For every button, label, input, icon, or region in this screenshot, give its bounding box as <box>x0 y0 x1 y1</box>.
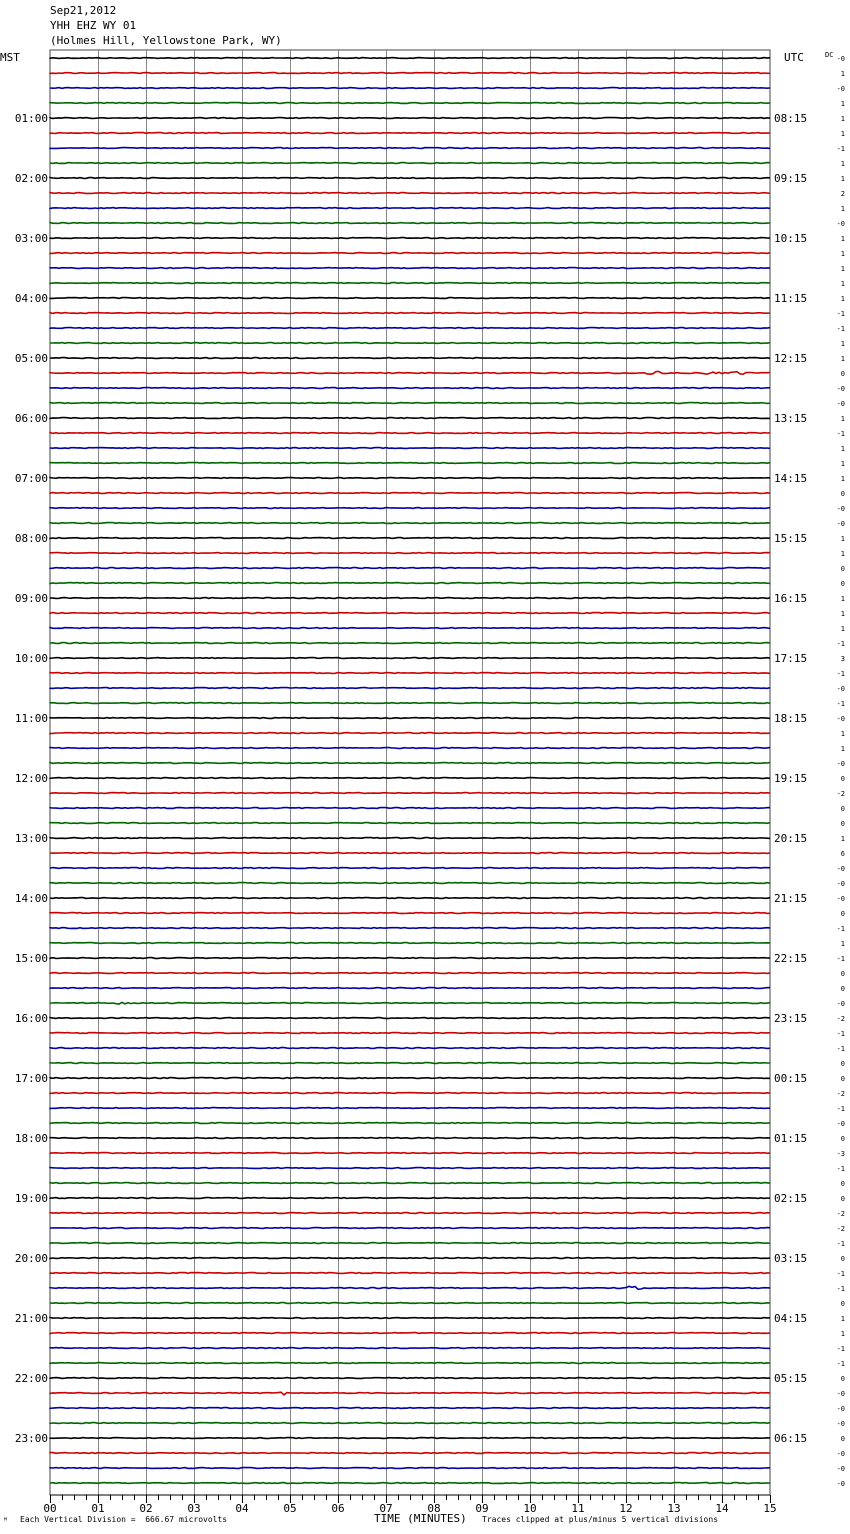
x-axis-label: TIME (MINUTES) <box>374 1512 467 1525</box>
left-hour-label: 02:00 <box>14 172 48 185</box>
dc-offset-label: 1 <box>840 265 845 273</box>
dc-offset-label: -1 <box>836 1165 845 1173</box>
trace-line <box>50 433 770 434</box>
dc-offset-label: -3 <box>836 1150 845 1158</box>
trace-line <box>50 1348 770 1349</box>
left-hour-label: 09:00 <box>14 592 48 605</box>
trace-line <box>50 823 770 824</box>
trace-line <box>50 583 770 584</box>
dc-offset-label: -2 <box>836 1210 845 1218</box>
right-hour-label: 08:15 <box>774 112 808 125</box>
trace-line <box>50 403 770 404</box>
trace-line <box>50 838 770 839</box>
trace-line <box>50 688 770 689</box>
trace-line <box>50 1002 770 1004</box>
trace-line <box>50 193 770 194</box>
trace-line <box>50 1483 770 1484</box>
corner-mark: ᴹ <box>3 1516 8 1525</box>
trace-line <box>50 973 770 974</box>
trace-line <box>50 898 770 899</box>
trace-line <box>50 388 770 389</box>
dc-label: DC <box>825 51 834 59</box>
header-location: (Holmes Hill, Yellowstone Park, WY) <box>50 34 282 47</box>
trace-line <box>50 313 770 314</box>
trace-line <box>50 928 770 929</box>
trace-line <box>50 943 770 944</box>
trace-line <box>50 1048 770 1049</box>
left-hour-label: 19:00 <box>14 1192 48 1205</box>
left-hour-label: 12:00 <box>14 772 48 785</box>
trace-line <box>50 1408 770 1409</box>
trace-line <box>50 1333 770 1334</box>
left-hour-label: 13:00 <box>14 832 48 845</box>
dc-offset-label: -0 <box>836 715 845 723</box>
dc-offset-label: -0 <box>836 1120 845 1128</box>
left-hour-label: 10:00 <box>14 652 48 665</box>
left-hour-label: 11:00 <box>14 712 48 725</box>
traces <box>50 58 770 1484</box>
trace-line <box>50 853 770 854</box>
dc-offset-label: -0 <box>836 1480 845 1488</box>
dc-offset-label: 1 <box>840 70 845 78</box>
left-hour-label: 04:00 <box>14 292 48 305</box>
right-hour-label: 11:15 <box>774 292 808 305</box>
trace-line <box>50 1392 770 1395</box>
trace-line <box>50 1228 770 1229</box>
x-tick-label: 15 <box>763 1502 777 1515</box>
clip-note: Traces clipped at plus/minus 5 vertical divisions <box>482 1515 719 1524</box>
right-hour-label: 12:15 <box>774 352 808 365</box>
right-hour-label: 18:15 <box>774 712 808 725</box>
trace-line <box>50 1153 770 1154</box>
dc-offset-label: -2 <box>836 1015 845 1023</box>
x-tick-label: 00 <box>43 1502 57 1515</box>
left-hour-label: 22:00 <box>14 1372 48 1385</box>
dc-offset-label: 1 <box>840 340 845 348</box>
trace-line <box>50 1018 770 1019</box>
left-hour-label: 21:00 <box>14 1312 48 1325</box>
trace-line <box>50 1438 770 1439</box>
dc-offset-label: 1 <box>840 550 845 558</box>
trace-line <box>50 208 770 209</box>
header-date: Sep21,2012 <box>50 4 117 17</box>
x-tick-label: 04 <box>235 1502 249 1515</box>
trace-line <box>50 418 770 419</box>
dc-offset-label: -1 <box>836 310 845 318</box>
trace-line <box>50 598 770 599</box>
dc-offset-label: -1 <box>836 145 845 153</box>
left-hour-label: 15:00 <box>14 952 48 965</box>
dc-offset-label: -0 <box>836 865 845 873</box>
trace-line <box>50 508 770 509</box>
dc-offset-label: -1 <box>836 1360 845 1368</box>
scale-note: Each Vertical Division = 666.67 microvolts <box>20 1515 228 1524</box>
right-hour-label: 21:15 <box>774 892 808 905</box>
right-hour-label: 15:15 <box>774 532 808 545</box>
right-hour-label: 02:15 <box>774 1192 808 1205</box>
dc-offset-label: 0 <box>840 820 845 828</box>
left-timezone-label: MST <box>0 51 20 64</box>
dc-offset-label: -1 <box>836 700 845 708</box>
right-hour-label: 05:15 <box>774 1372 808 1385</box>
trace-line <box>50 703 770 704</box>
dc-offset-label: -0 <box>836 85 845 93</box>
x-tick-label: 08 <box>427 1502 441 1515</box>
dc-offset-label: -1 <box>836 670 845 678</box>
x-tick-label: 05 <box>283 1502 297 1515</box>
dc-offset-label: -1 <box>836 1345 845 1353</box>
trace-line <box>50 1108 770 1109</box>
dc-offset-label: 0 <box>840 1435 845 1443</box>
dc-offset-label: -0 <box>836 1465 845 1473</box>
trace-line <box>50 358 770 359</box>
trace-line <box>50 778 770 779</box>
trace-line <box>50 1213 770 1214</box>
trace-line <box>50 1258 770 1259</box>
trace-line <box>50 448 770 449</box>
right-hour-label: 14:15 <box>774 472 808 485</box>
left-hour-label: 18:00 <box>14 1132 48 1145</box>
dc-offset-label: 1 <box>840 205 845 213</box>
dc-offset-label: 1 <box>840 100 845 108</box>
trace-line <box>50 673 770 674</box>
dc-offset-label: 1 <box>840 250 845 258</box>
trace-line <box>50 613 770 614</box>
dc-offset-label: 1 <box>840 130 845 138</box>
dc-offset-label: -0 <box>836 520 845 528</box>
left-hour-label: 16:00 <box>14 1012 48 1025</box>
dc-offset-label: 0 <box>840 1060 845 1068</box>
dc-offset-label: 1 <box>840 940 845 948</box>
trace-line <box>50 493 770 494</box>
trace-line <box>50 988 770 989</box>
trace-line <box>50 733 770 734</box>
labels <box>0 51 845 1515</box>
dc-offset-label: 0 <box>840 580 845 588</box>
trace-line <box>50 478 770 479</box>
trace-line <box>50 118 770 119</box>
dc-offset-label: -2 <box>836 1090 845 1098</box>
dc-offset-label: 1 <box>840 595 845 603</box>
right-hour-label: 16:15 <box>774 592 808 605</box>
trace-line <box>50 628 770 629</box>
trace-line <box>50 178 770 179</box>
dc-offset-label: 1 <box>840 1315 845 1323</box>
dc-offset-label: -0 <box>836 1000 845 1008</box>
trace-line <box>50 163 770 164</box>
dc-offset-label: 0 <box>840 805 845 813</box>
dc-offset-label: 0 <box>840 1075 845 1083</box>
dc-offset-label: 1 <box>840 835 845 843</box>
dc-offset-label: 0 <box>840 370 845 378</box>
trace-line <box>50 718 770 719</box>
dc-offset-label: -1 <box>836 925 845 933</box>
right-hour-label: 10:15 <box>774 232 808 245</box>
dc-offset-label: 1 <box>840 415 845 423</box>
trace-line <box>50 553 770 554</box>
trace-line <box>50 1286 770 1289</box>
trace-line <box>50 1078 770 1079</box>
trace-line <box>50 523 770 524</box>
dc-offset-label: -0 <box>836 880 845 888</box>
dc-offset-label: 6 <box>840 850 845 858</box>
dc-offset-label: 1 <box>840 535 845 543</box>
trace-line <box>50 538 770 539</box>
x-tick-label: 06 <box>331 1502 345 1515</box>
trace-line <box>50 793 770 794</box>
dc-offset-label: -0 <box>836 895 845 903</box>
trace-line <box>50 223 770 224</box>
dc-offset-label: 0 <box>840 985 845 993</box>
trace-line <box>50 73 770 74</box>
x-tick-label: 14 <box>715 1502 729 1515</box>
right-hour-label: 17:15 <box>774 652 808 665</box>
dc-offset-label: -0 <box>836 1420 845 1428</box>
dc-offset-label: -0 <box>836 385 845 393</box>
dc-offset-label: 0 <box>840 1135 845 1143</box>
x-tick-label: 11 <box>571 1502 585 1515</box>
dc-offset-label: 1 <box>840 1330 845 1338</box>
left-hour-label: 20:00 <box>14 1252 48 1265</box>
trace-line <box>50 1123 770 1124</box>
left-hour-label: 06:00 <box>14 412 48 425</box>
trace-line <box>50 958 770 959</box>
dc-offset-label: -2 <box>836 790 845 798</box>
dc-offset-label: 0 <box>840 1195 845 1203</box>
dc-offset-label: -0 <box>836 505 845 513</box>
trace-line <box>50 298 770 299</box>
x-tick-label: 13 <box>667 1502 681 1515</box>
trace-line <box>50 148 770 149</box>
dc-offset-label: 1 <box>840 295 845 303</box>
trace-line <box>50 463 770 464</box>
x-tick-label: 03 <box>187 1502 201 1515</box>
x-tick-label: 07 <box>379 1502 393 1515</box>
dc-offset-label: 0 <box>840 1375 845 1383</box>
dc-offset-label: 1 <box>840 445 845 453</box>
dc-offset-label: 0 <box>840 1300 845 1308</box>
trace-line <box>50 1243 770 1244</box>
dc-offset-label: 0 <box>840 1180 845 1188</box>
dc-offset-label: 0 <box>840 565 845 573</box>
trace-line <box>50 1273 770 1274</box>
trace-line <box>50 748 770 749</box>
trace-line <box>50 133 770 134</box>
right-hour-label: 00:15 <box>774 1072 808 1085</box>
left-hour-label: 17:00 <box>14 1072 48 1085</box>
right-hour-label: 20:15 <box>774 832 808 845</box>
trace-line <box>50 1468 770 1469</box>
left-hour-label: 03:00 <box>14 232 48 245</box>
trace-line <box>50 1093 770 1094</box>
dc-offset-label: 1 <box>840 745 845 753</box>
trace-line <box>50 1363 770 1364</box>
dc-offset-label: -0 <box>836 1405 845 1413</box>
dc-offset-label: 1 <box>840 280 845 288</box>
dc-offset-label: -1 <box>836 640 845 648</box>
right-hour-label: 19:15 <box>774 772 808 785</box>
left-hour-label: 23:00 <box>14 1432 48 1445</box>
trace-line <box>50 268 770 269</box>
dc-offset-label: 0 <box>840 490 845 498</box>
trace-line <box>50 343 770 344</box>
right-hour-label: 01:15 <box>774 1132 808 1145</box>
trace-line <box>50 1183 770 1184</box>
right-hour-label: 03:15 <box>774 1252 808 1265</box>
dc-offset-label: -0 <box>836 685 845 693</box>
dc-offset-label: 1 <box>840 175 845 183</box>
trace-line <box>50 1063 770 1064</box>
trace-line <box>50 1303 770 1304</box>
trace-line <box>50 238 770 239</box>
dc-offset-label: -1 <box>836 430 845 438</box>
right-timezone-label: UTC <box>784 51 804 64</box>
left-hour-label: 01:00 <box>14 112 48 125</box>
dc-offset-label: 0 <box>840 775 845 783</box>
trace-line <box>50 568 770 569</box>
dc-offset-label: -0 <box>836 220 845 228</box>
dc-offset-label: 1 <box>840 160 845 168</box>
trace-line <box>50 328 770 329</box>
dc-offset-label: 3 <box>840 655 845 663</box>
dc-offset-label: -1 <box>836 325 845 333</box>
trace-line <box>50 1453 770 1454</box>
trace-line <box>50 1378 770 1379</box>
dc-offset-label: 1 <box>840 355 845 363</box>
trace-line <box>50 1168 770 1169</box>
dc-offset-label: 1 <box>840 730 845 738</box>
trace-line <box>50 58 770 59</box>
right-hour-label: 09:15 <box>774 172 808 185</box>
trace-line <box>50 808 770 809</box>
trace-line <box>50 913 770 914</box>
trace-line <box>50 643 770 644</box>
trace-line <box>50 283 770 284</box>
x-tick-label: 12 <box>619 1502 633 1515</box>
trace-line <box>50 1318 770 1319</box>
x-tick-label: 01 <box>91 1502 105 1515</box>
dc-offset-label: 0 <box>840 970 845 978</box>
dc-offset-label: 1 <box>840 460 845 468</box>
dc-offset-label: -1 <box>836 1270 845 1278</box>
dc-offset-label: -0 <box>836 1390 845 1398</box>
trace-line <box>50 1138 770 1139</box>
right-hour-label: 04:15 <box>774 1312 808 1325</box>
plot-frame <box>50 50 770 1495</box>
x-tick-label: 02 <box>139 1502 153 1515</box>
trace-line <box>50 883 770 884</box>
dc-offset-label: -2 <box>836 1225 845 1233</box>
dc-offset-label: -1 <box>836 1240 845 1248</box>
left-hour-label: 08:00 <box>14 532 48 545</box>
left-hour-label: 14:00 <box>14 892 48 905</box>
dc-offset-label: -0 <box>836 55 845 63</box>
dc-offset-label: -0 <box>836 760 845 768</box>
dc-offset-label: -1 <box>836 1030 845 1038</box>
right-hour-label: 13:15 <box>774 412 808 425</box>
trace-line <box>50 1033 770 1034</box>
header-station: YHH EHZ WY 01 <box>50 19 137 32</box>
trace-line <box>50 88 770 89</box>
right-hour-label: 22:15 <box>774 952 808 965</box>
dc-offset-label: 1 <box>840 625 845 633</box>
dc-offset-label: 0 <box>840 910 845 918</box>
dc-offset-label: 0 <box>840 1255 845 1263</box>
dc-offset-label: 2 <box>840 190 845 198</box>
dc-offset-label: -1 <box>836 955 845 963</box>
dc-offset-label: -0 <box>836 400 845 408</box>
x-tick-label: 10 <box>523 1502 537 1515</box>
dc-offset-label: 1 <box>840 610 845 618</box>
left-hour-label: 05:00 <box>14 352 48 365</box>
dc-offset-label: 1 <box>840 115 845 123</box>
trace-line <box>50 1198 770 1199</box>
left-hour-label: 07:00 <box>14 472 48 485</box>
dc-offset-label: 1 <box>840 235 845 243</box>
right-hour-label: 23:15 <box>774 1012 808 1025</box>
dc-offset-label: -1 <box>836 1045 845 1053</box>
dc-offset-label: 1 <box>840 475 845 483</box>
dc-offset-label: -0 <box>836 1450 845 1458</box>
trace-line <box>50 763 770 764</box>
trace-line <box>50 253 770 254</box>
trace-line <box>50 868 770 869</box>
trace-line <box>50 658 770 659</box>
x-tick-label: 09 <box>475 1502 489 1515</box>
dc-offset-label: -1 <box>836 1105 845 1113</box>
right-hour-label: 06:15 <box>774 1432 808 1445</box>
trace-line <box>50 372 770 375</box>
trace-line <box>50 1423 770 1424</box>
trace-line <box>50 103 770 104</box>
dc-offset-label: -1 <box>836 1285 845 1293</box>
